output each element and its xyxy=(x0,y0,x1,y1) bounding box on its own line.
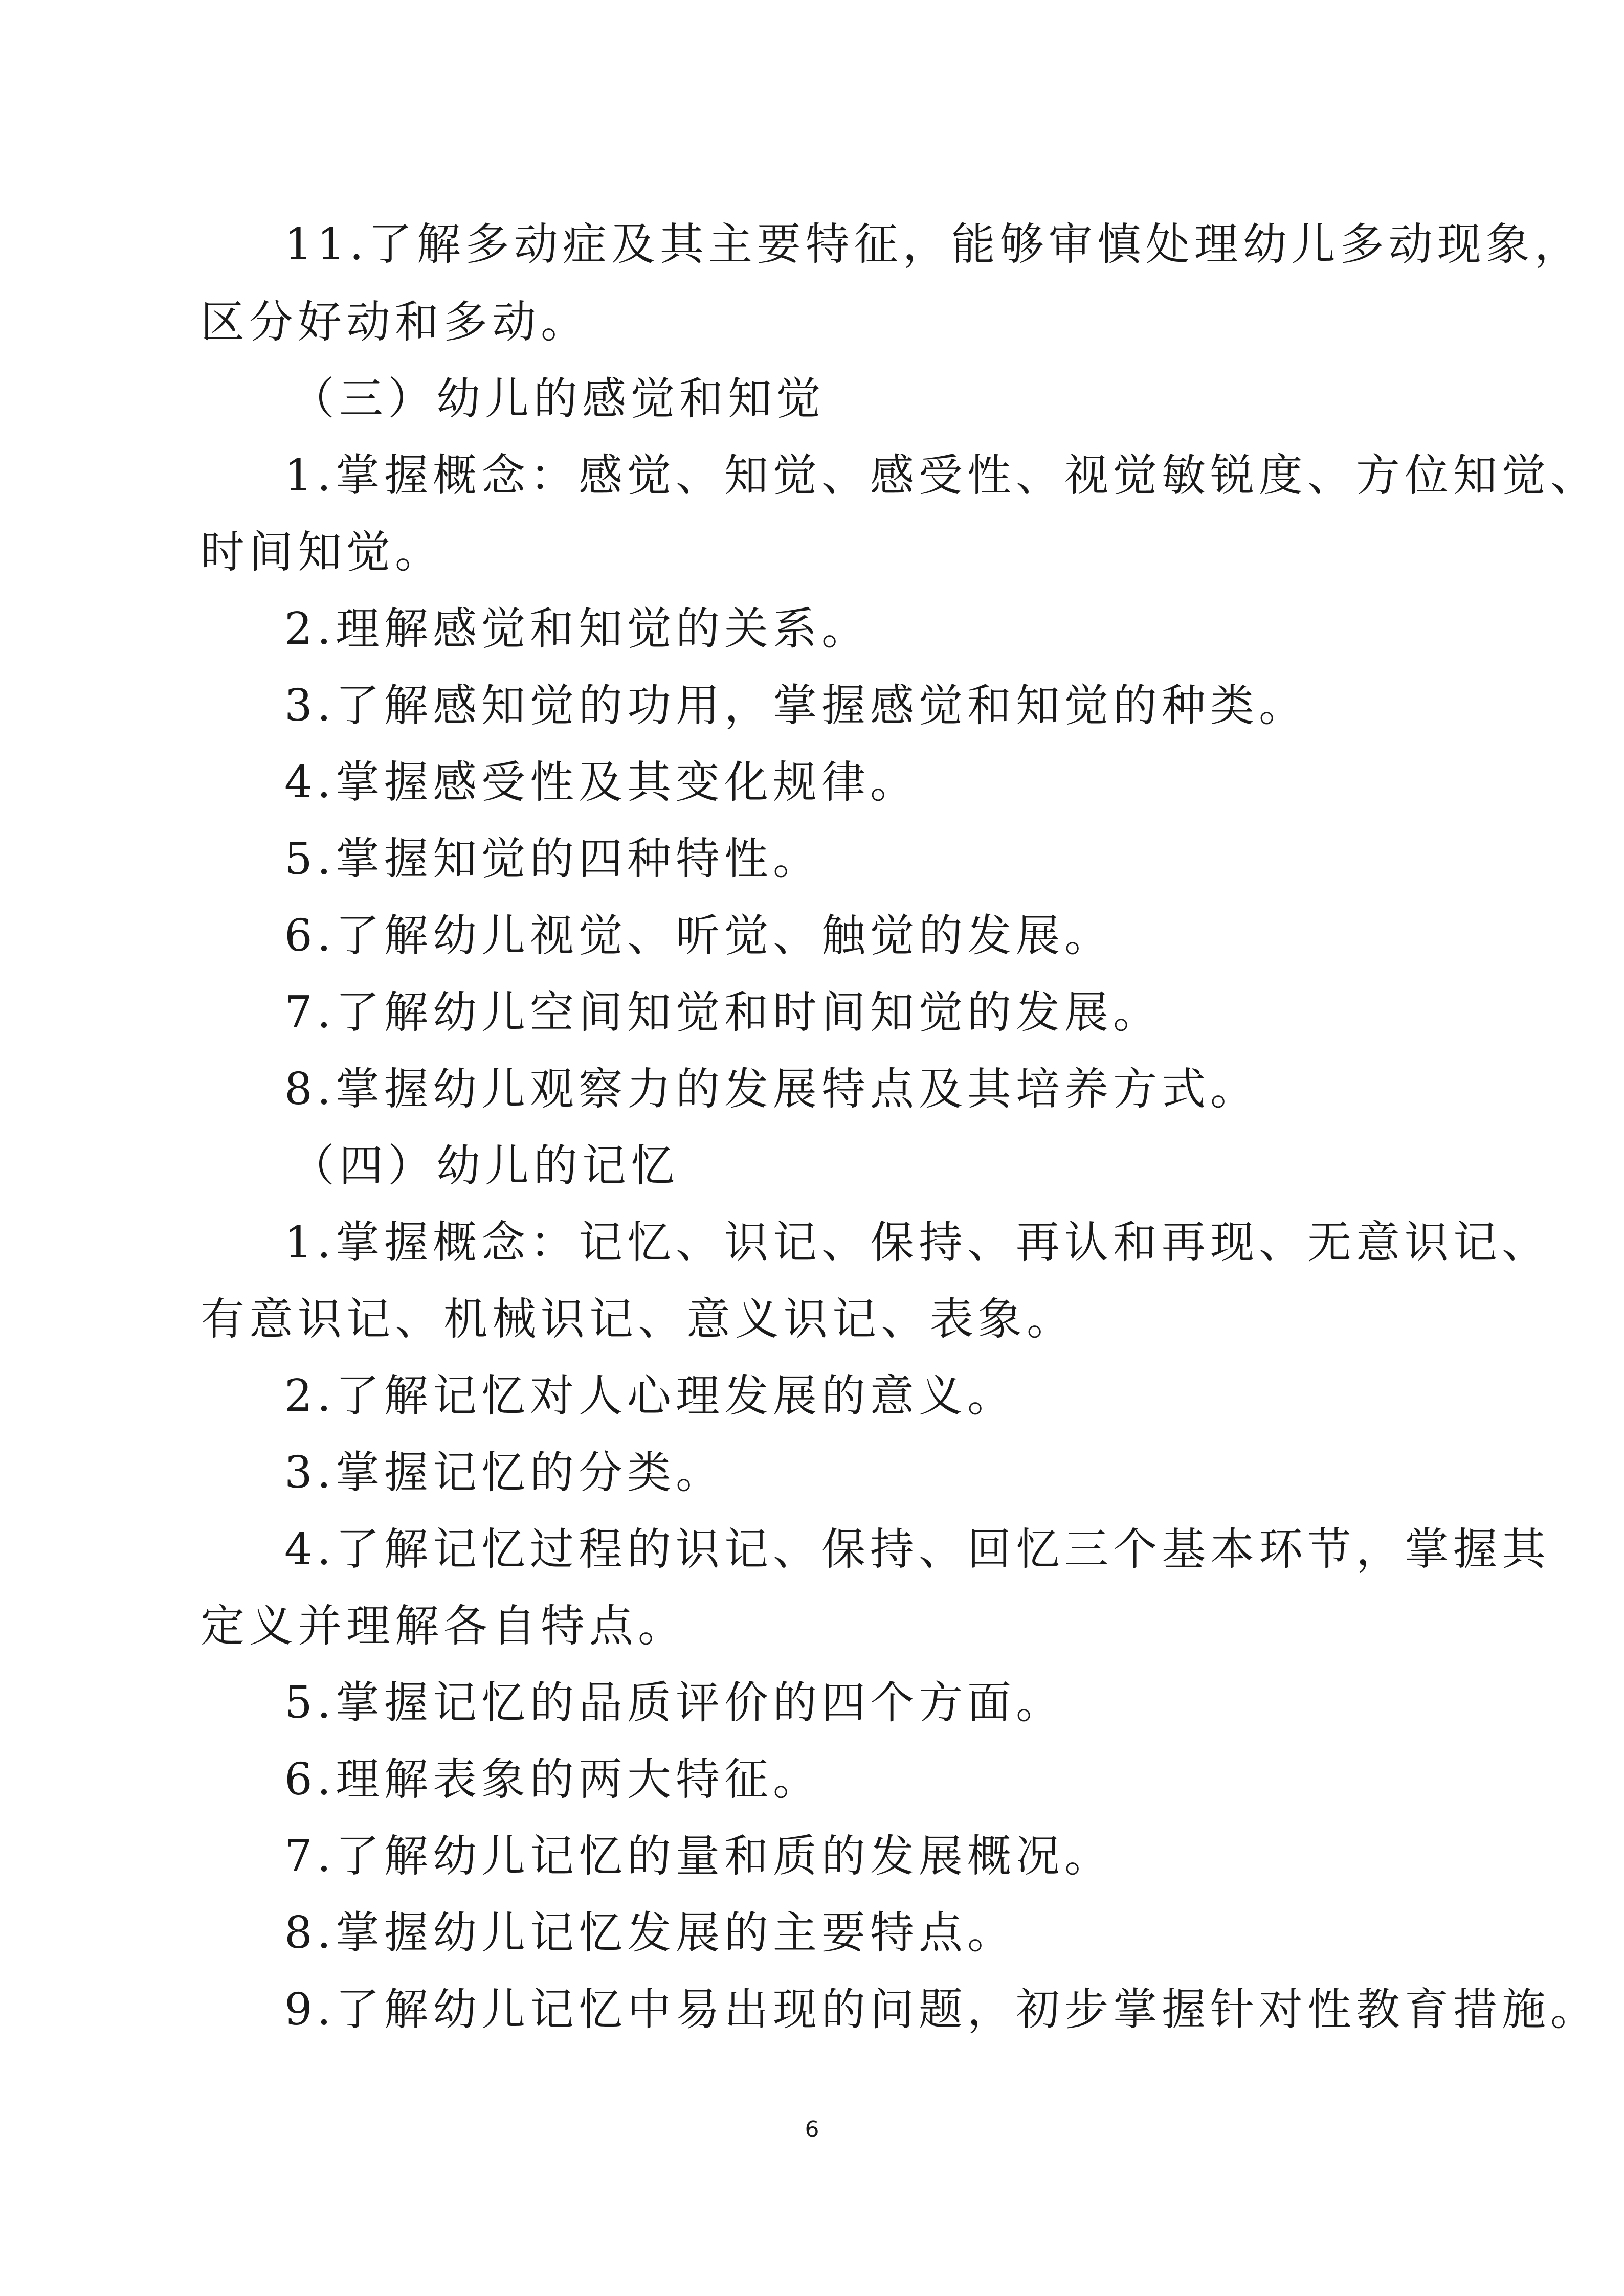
sec3-item-1-line-2: 时间知觉。 xyxy=(201,527,443,578)
section-heading-3: （三）幼儿的感觉和知觉 xyxy=(291,373,825,424)
sec3-item-8: 8.掌握幼儿观察力的发展特点及其培养方式。 xyxy=(284,1064,1259,1115)
sec3-item-4: 4.掌握感受性及其变化规律。 xyxy=(284,757,919,808)
sec3-item-1-line-1: 1.掌握概念：感觉、知觉、感受性、视觉敏锐度、方位知觉、 xyxy=(284,450,1599,501)
sec3-item-3: 3.了解感知觉的功用，掌握感觉和知觉的种类。 xyxy=(284,680,1308,731)
sec4-item-6: 6.理解表象的两大特征。 xyxy=(284,1754,822,1805)
sec3-item-7: 7.了解幼儿空间知觉和时间知觉的发展。 xyxy=(284,987,1162,1038)
sec4-item-1-line-2: 有意识记、机械识记、意义识记、表象。 xyxy=(201,1294,1075,1345)
sec4-item-7: 7.了解幼儿记忆的量和质的发展概况。 xyxy=(284,1831,1114,1882)
sec4-item-8: 8.掌握幼儿记忆发展的主要特点。 xyxy=(284,1907,1016,1959)
sec3-item-5: 5.掌握知觉的四种特性。 xyxy=(284,834,822,885)
page-number: 6 xyxy=(805,2117,819,2143)
sec4-item-2: 2.了解记忆对人心理发展的意义。 xyxy=(284,1370,1016,1422)
section-heading-4: （四）幼儿的记忆 xyxy=(291,1140,679,1191)
sec4-item-4-line-1: 4.了解记忆过程的识记、保持、回忆三个基本环节，掌握其 xyxy=(284,1524,1551,1575)
sec4-item-4-line-2: 定义并理解各自特点。 xyxy=(201,1601,686,1652)
sec3-item-2: 2.理解感觉和知觉的关系。 xyxy=(284,603,871,655)
sec3-item-6: 6.了解幼儿视觉、听觉、触觉的发展。 xyxy=(284,910,1114,961)
sec4-item-1-line-1: 1.掌握概念：记忆、识记、保持、再认和再现、无意识记、 xyxy=(284,1217,1551,1268)
sec4-item-5: 5.掌握记忆的品质评价的四个方面。 xyxy=(284,1677,1065,1728)
item-11-line-1: 11.了解多动症及其主要特征，能够审慎处理幼儿多动现象， xyxy=(284,219,1583,270)
sec4-item-9: 9.了解幼儿记忆中易出现的问题，初步掌握针对性教育措施。 xyxy=(284,1984,1599,2035)
item-11-line-2: 区分好动和多动。 xyxy=(201,297,589,348)
sec4-item-3: 3.掌握记忆的分类。 xyxy=(284,1447,725,1498)
